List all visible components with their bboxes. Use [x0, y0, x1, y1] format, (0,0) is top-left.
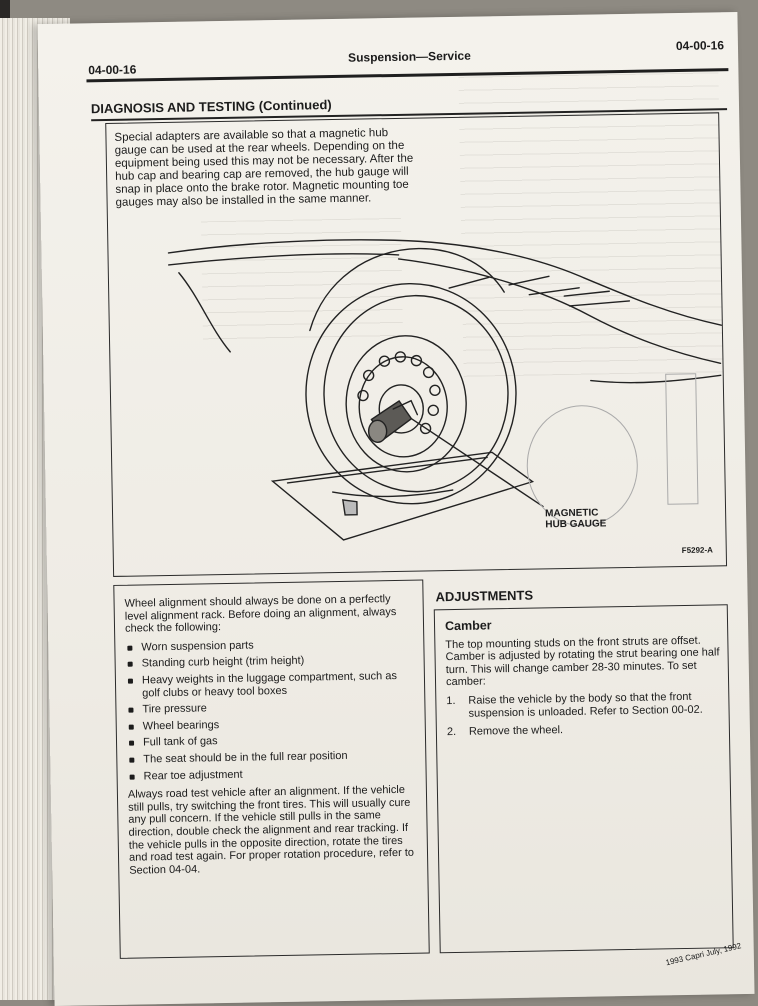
checklist [125, 636, 417, 782]
header-rule [86, 68, 728, 82]
list-item: Standing curb height (trim height) [126, 653, 416, 671]
body-line-upper [168, 233, 722, 335]
callout-label [545, 507, 606, 530]
list-item: Tire pressure [126, 699, 416, 717]
callout-line-1: MAGNETIC [545, 507, 599, 520]
section-heading: DIAGNOSIS AND TESTING (Continued) [90, 97, 332, 117]
list-item: The seat should be in the full rear position [127, 749, 417, 767]
page-header [38, 34, 738, 78]
figure-box [105, 112, 727, 577]
list-item: Rear toe adjustment [128, 765, 418, 783]
page-number-right: 04-00-16 [675, 38, 725, 54]
manual-page [37, 12, 754, 1006]
step-item [446, 690, 720, 720]
fender-edge [179, 272, 230, 353]
adjustments-box [434, 604, 734, 953]
camber-subheading: Camber [444, 618, 492, 634]
list-item: Heavy weights in the luggage compartment, such as golf clubs or heavy tool boxes [126, 670, 416, 700]
step-text: Raise the vehicle by the body so that the front suspension is unloaded. Refer to Section 00-02. [468, 690, 703, 720]
adjustments-heading: ADJUSTMENTS [435, 587, 534, 605]
step-text: Remove the wheel. [468, 724, 564, 738]
callout-line-2: HUB GAUGE [545, 518, 607, 531]
figure-caption: Special adapters are available so that a magnetic hub gauge can be used at the rear wheels. Depending on the equipment being used this may not be necessary. After the hub cap and bearing cap are removed, the hub gauge will snap in place onto the brake rotor. Magnetic mounting toe gauges may also be installed in the same manner. [114, 127, 414, 209]
camber-body: The top mounting studs on the front struts are offset. Camber is adjusted by rotating the strut bearing one half turn. This will change camber 28-30 minutes. To set camber: [445, 634, 720, 689]
camber-steps [446, 690, 721, 739]
alignment-checklist-box [113, 580, 429, 959]
step-number: 1. [446, 694, 456, 708]
figure-id: F5292-A [681, 545, 713, 556]
page-number-left: 04-00-16 [88, 62, 137, 78]
list-item: Full tank of gas [127, 732, 417, 750]
callout-leader [411, 416, 543, 508]
list-item: Wheel bearings [127, 715, 417, 733]
page-footer: 1993 Capri July, 1992 [664, 941, 742, 968]
alignment-closing: Always road test vehicle after an alignment. If the vehicle still pulls, try switching the front tires. This will usually cure any pull concern. If the vehicle still pulls in the same direction, double check the alignment and rear tracking. If the vehicle pulls in the opposite direction, rotate the tires and road test again. For proper rotation procedure, refer to Section 04-04. [127, 784, 415, 877]
step-number: 2. [446, 726, 457, 739]
alignment-intro: Wheel alignment should always be done on a perfectly level alignment rack. Before doing an alignment, always check the following: [124, 593, 397, 635]
list-item: Worn suspension parts [125, 636, 415, 654]
step-item [447, 722, 721, 739]
header-section-title: Suspension—Service [347, 48, 471, 65]
wheel-rim [345, 335, 467, 473]
body-line-lower [399, 253, 721, 369]
